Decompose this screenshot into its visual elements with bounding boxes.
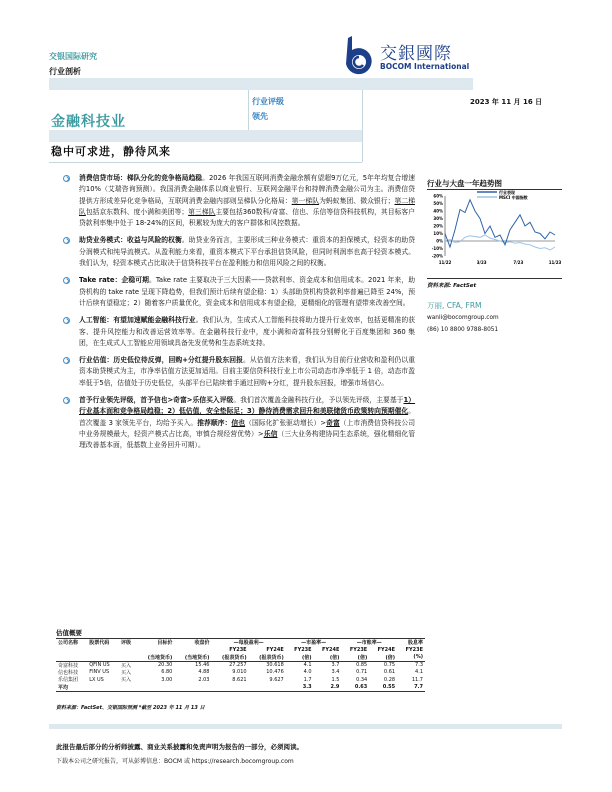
pick-note: （国际化扩张驱动增长）> [245, 418, 327, 427]
bullet-arrow-icon [63, 277, 70, 284]
unit-label: (报表货币) [211, 654, 248, 662]
col-rating: 评级 [119, 639, 137, 647]
table-cell: 9.010 [232, 669, 247, 676]
fy-label: FY23E [229, 646, 247, 653]
table-cell: 信也科技 [58, 669, 79, 676]
y-tick-label: 20% [433, 223, 443, 229]
fy-label: FY23E [349, 646, 368, 653]
pick-lx: 乐信 [263, 429, 278, 438]
table-cell: 3.4 [331, 669, 340, 676]
table-cell: 15.46 [195, 662, 210, 668]
trend-chart-svg [427, 190, 562, 267]
bullet-title: 消费信贷市场：梯队分化的竞争格局趋稳 [79, 174, 203, 182]
series-line [445, 235, 555, 250]
table-cell: QFIN US [89, 662, 110, 668]
chart-source: 资料来源: FactSet [427, 283, 477, 289]
table-cell [211, 684, 248, 692]
table-cell: 10.476 [266, 669, 284, 676]
industry-name: 金融科技业 [51, 114, 126, 130]
table-cell: 0.61 [383, 669, 396, 676]
fy-label: FY24E [321, 646, 340, 653]
table-cell: 7.3 [415, 662, 423, 668]
fy-label: FY24E [266, 646, 284, 653]
pick-note: （上市消费信贷科技公司中业务规模最大，轻资产模式占比高，审慎合规经营优势）> [79, 418, 416, 438]
table-cell: FINV US [89, 669, 110, 676]
header-row-3 [56, 654, 425, 662]
col-ticker: 股票代码 [87, 639, 119, 647]
tier1-text: 为蚂蚁集团、微众银行； [319, 196, 395, 205]
table-cell: 2.9 [314, 684, 342, 692]
bullet-body: 。2026 年我国互联网消费金融余额有望超9万亿元，5年年均复合增速约10%（艾瑞咨询预测）。我国消费金融体系以商业银行、互联网金融平台和持牌消费金融公司为主。消费信贷提供方形成差异化竞争格局，互联网消费金融内部则呈梯队分化格局： [79, 174, 416, 205]
unit-label: (当地货币) [174, 654, 211, 662]
table-cell: 2.03 [198, 676, 210, 683]
col-company: 公司名称 [56, 639, 87, 647]
analyst-email[interactable]: wanli@bocomgroup.com [427, 315, 499, 321]
table-source: 资料来源：FactSet、交银国际预测 *截至 2023 年 11 月 13 日 [56, 705, 205, 711]
rating-reasons: 1）行业基本面和竞争格局趋稳；2）低估值，安全垫际足；3）静待消费需求回升和美联储货币政策转向预期催化 [79, 396, 416, 416]
brand-subtitle: 交银国际研究 [49, 52, 97, 61]
bullet-consumer-credit [60, 173, 415, 229]
table-cell: 3.3 [286, 684, 314, 692]
y-tick-label: 60% [433, 193, 443, 199]
rating-value: 领先 [252, 112, 268, 121]
table-cell: 平均 [56, 684, 87, 692]
header-band-mid [49, 130, 362, 142]
unit-label: (倍) [314, 654, 342, 662]
valuation-body [56, 661, 425, 691]
col-eps: —每股盈利— [211, 639, 285, 647]
x-tick-label: 11/22 [438, 260, 452, 265]
pick-qfin: 奇富 [326, 418, 340, 427]
table-cell: 1.5 [331, 676, 340, 683]
bullet-arrow-icon [63, 237, 70, 244]
bullet-business-model [60, 235, 415, 269]
footer-band [49, 724, 562, 729]
col-pb: —市账率— [341, 639, 397, 647]
col-pe: —市盈率— [286, 639, 342, 647]
bullet-title: 人工智能：有望加速赋能金融科技行业 [79, 316, 196, 325]
unit-label: (%) [397, 654, 425, 662]
tier2-text: 包括京东数科、度小满和美团等； [85, 207, 189, 216]
analyst-phone: (86) 10 8800 9788-8051 [427, 327, 499, 333]
bullet-body: 。首次覆盖 3 家领先平台，均给予买入。 [79, 407, 415, 427]
bullet-title: 首予行业领先评级，首予信也>奇富>乐信买入评级 [79, 396, 234, 405]
y-tick-label: 0% [436, 238, 443, 244]
header-row-1 [56, 639, 425, 647]
table-cell: 6.80 [161, 669, 173, 676]
divider-sidebar [362, 90, 363, 162]
y-tick-label: 30% [433, 216, 443, 221]
bullet-title: 行业估值：历史低位待反弹，回购+分红提升股东回报 [79, 356, 244, 365]
y-tick-label: 50% [433, 201, 443, 206]
table-cell: 0.75 [383, 662, 396, 668]
table-cell: 0.85 [356, 662, 368, 668]
table-cell: 3.00 [161, 676, 173, 683]
bullet-arrow-icon [63, 317, 70, 324]
table-cell: 4.1 [415, 669, 423, 676]
average-row [56, 684, 425, 692]
logo-en: BOCOM International [380, 62, 470, 71]
unit-label: (倍) [286, 654, 314, 662]
table-cell: 20.30 [158, 662, 173, 668]
table-cell: 27.257 [229, 662, 247, 668]
legend-label: 行业表现 [499, 190, 515, 195]
table-cell: 买入 [120, 669, 131, 676]
legend-label: MSCI 中国指数 [499, 195, 528, 200]
bullet-valuation [60, 355, 415, 389]
fy-label: FY23E [405, 646, 423, 653]
valuation-table [56, 638, 425, 692]
download-info[interactable]: 下载本公司之研究报告，可从彭博信息：BOCM 或 https://research.bocomgroup.com [56, 758, 294, 765]
table-cell [87, 684, 119, 692]
table-cell: 30.618 [266, 662, 284, 668]
bocom-logo [342, 36, 477, 80]
table-cell: 7.7 [397, 684, 425, 692]
pick-note: （三大业务构建协同生态系统，强化精细化管理改善基本面，低基数上业务回升可期）。 [79, 429, 416, 450]
table-cell: LX US [89, 676, 104, 683]
table-cell: 11.7 [411, 676, 423, 683]
headline: 稳中可求进，静待风来 [51, 145, 171, 158]
table-cell: 0.63 [341, 684, 369, 692]
bullet-body: 。助贷业务而言，主要形成三种业务模式：重资本的担保模式，轻资本的助贷分润模式和纯导流模式。从盈利能力来看，重资本模式下平台承担信贷风险，但同时利润率也高于轻资本模式。我们认为，轻资本模式占比取决于信贷科技平台在盈利能力和信用风险之间的权衡。 [79, 236, 416, 268]
table-cell: 买入 [120, 662, 131, 669]
table-cell: 0.34 [356, 676, 368, 683]
logo-cn: 交銀國際 [380, 44, 452, 64]
bullet-body: 。我们认为，生成式人工智能科技将助力提升行业效率，包括更精准的获客、提升风控能力和改善运营效率等。在金融科技行业中，度小满和奇富科技分别孵化于百度集团和 360 集团，在生成式人工智能应用领域具备先发优势和生态系统支持。 [79, 316, 415, 347]
table-cell [137, 684, 174, 692]
table-cell: 4.0 [303, 669, 312, 676]
x-tick-label: 11/23 [548, 260, 562, 265]
bocom-logo-icon [342, 36, 372, 76]
bullet-body: 。我们首次覆盖金融科技行业，予以领先评级，主要基于 [233, 396, 404, 405]
bullet-arrow-icon [63, 175, 70, 182]
rating-label: 行业评级 [252, 97, 284, 106]
table-row [56, 676, 425, 684]
body-top-rule [49, 162, 362, 163]
table-cell [174, 684, 211, 692]
bullet-arrow-icon [63, 357, 70, 364]
tier1-label: 第一梯队 [291, 196, 320, 205]
table-cell: 0.55 [369, 684, 397, 692]
tier3-label: 第三梯队 [188, 207, 216, 216]
table-cell: 8.621 [232, 676, 247, 683]
divider-rating [248, 90, 249, 130]
y-tick-label: -10% [431, 246, 443, 251]
unit-label: (倍) [341, 654, 369, 662]
table-cell: 3.7 [331, 662, 340, 668]
key-points [60, 173, 415, 458]
report-date: 2023 年 11 月 16 日 [470, 98, 543, 106]
col-yield: 股息率 [397, 639, 425, 647]
table-cell: 0.28 [383, 676, 396, 683]
tier3-text: 主要包括360数科/奇富、信也、乐信等信贷科技机构，其目标客户贷款利率集中处于 18-24%的区间，积累较为庞大的客户群体和风控数据。 [79, 207, 416, 228]
bullet-ai [60, 315, 415, 349]
table-cell: 乐信集团 [58, 677, 79, 684]
col-close: 收盘价 [174, 639, 211, 647]
bullet-title: Take rate：企稳可期 [79, 276, 150, 285]
table-cell [249, 684, 286, 692]
header-row-2 [56, 646, 425, 654]
table-cell: 1.7 [303, 676, 312, 683]
order-label: 推荐顺序： [197, 418, 232, 427]
table-cell: 奇富科技 [58, 662, 79, 669]
pick-finv: 信也 [231, 418, 246, 427]
y-tick-label: -20% [431, 253, 443, 259]
y-tick-label: 10% [433, 231, 443, 236]
x-tick-label: 3/23 [476, 260, 487, 265]
table-cell [119, 684, 137, 692]
analyst-name: 万丽, CFA, FRM [427, 301, 482, 310]
disclaimer: 此报告最后部分的分析师披露、商业关系披露和免责声明为报告的一部分，必须阅读。 [56, 743, 303, 751]
bullet-body: 。Take rate 主要取决于三大因素——贷款利率、资金成本和信用成本。2021 年来，助贷机构的 take rate 呈现下降趋势，但我们预计后续有望企稳：1）头部助贷机构贷款利率普遍已降至 24%，预计后续有望稳定；2）随着客户质量优化，资金成本和信用成本有望企稳，更精细化的管理有望带来改善空间。 [79, 276, 415, 307]
table-cell: 0.71 [356, 669, 368, 676]
trend-chart [427, 190, 562, 267]
chart-title: 行业与大盘一年趋势图 [427, 179, 502, 188]
col-target: 目标价 [137, 639, 174, 647]
table-cell: 4.1 [303, 662, 312, 668]
tier2-label: 第二梯队 [79, 196, 416, 216]
bullet-take-rate [60, 275, 415, 309]
bullet-rating [60, 395, 415, 451]
table-cell: 买入 [120, 677, 131, 684]
valuation-title: 估值概要 [56, 629, 82, 637]
bullet-title: 助贷业务模式：收益与风险的权衡 [79, 236, 182, 245]
bullet-body: 。从估值方法来看，我们认为目前行业营收和盈利仍以重资本助贷模式为主，市净率估值方法更加适用。目前主要信贷科技行业上市公司动态市净率低于 1 倍，动态市盈率低于5倍，估值处于历史低位，头部平台已陆续着手通过回购+分红，提升股东回报，增强市场信心。 [79, 356, 415, 387]
table-cell: 4.88 [198, 669, 210, 676]
unit-label: (当地货币) [137, 654, 174, 662]
y-tick-label: 40% [433, 208, 443, 214]
table-row [56, 669, 425, 677]
bullet-arrow-icon [63, 397, 70, 404]
table-row [56, 661, 425, 669]
x-tick-label: 7/23 [513, 260, 524, 265]
report-type: 行业剖析 [49, 67, 81, 76]
fy-label: FY24E [377, 646, 396, 653]
unit-label: (报表货币) [249, 654, 286, 662]
table-cell: 9.627 [269, 676, 284, 683]
chart-bottom-rule [427, 278, 562, 279]
fy-label: FY23E [294, 646, 312, 653]
unit-label: (倍) [369, 654, 397, 662]
